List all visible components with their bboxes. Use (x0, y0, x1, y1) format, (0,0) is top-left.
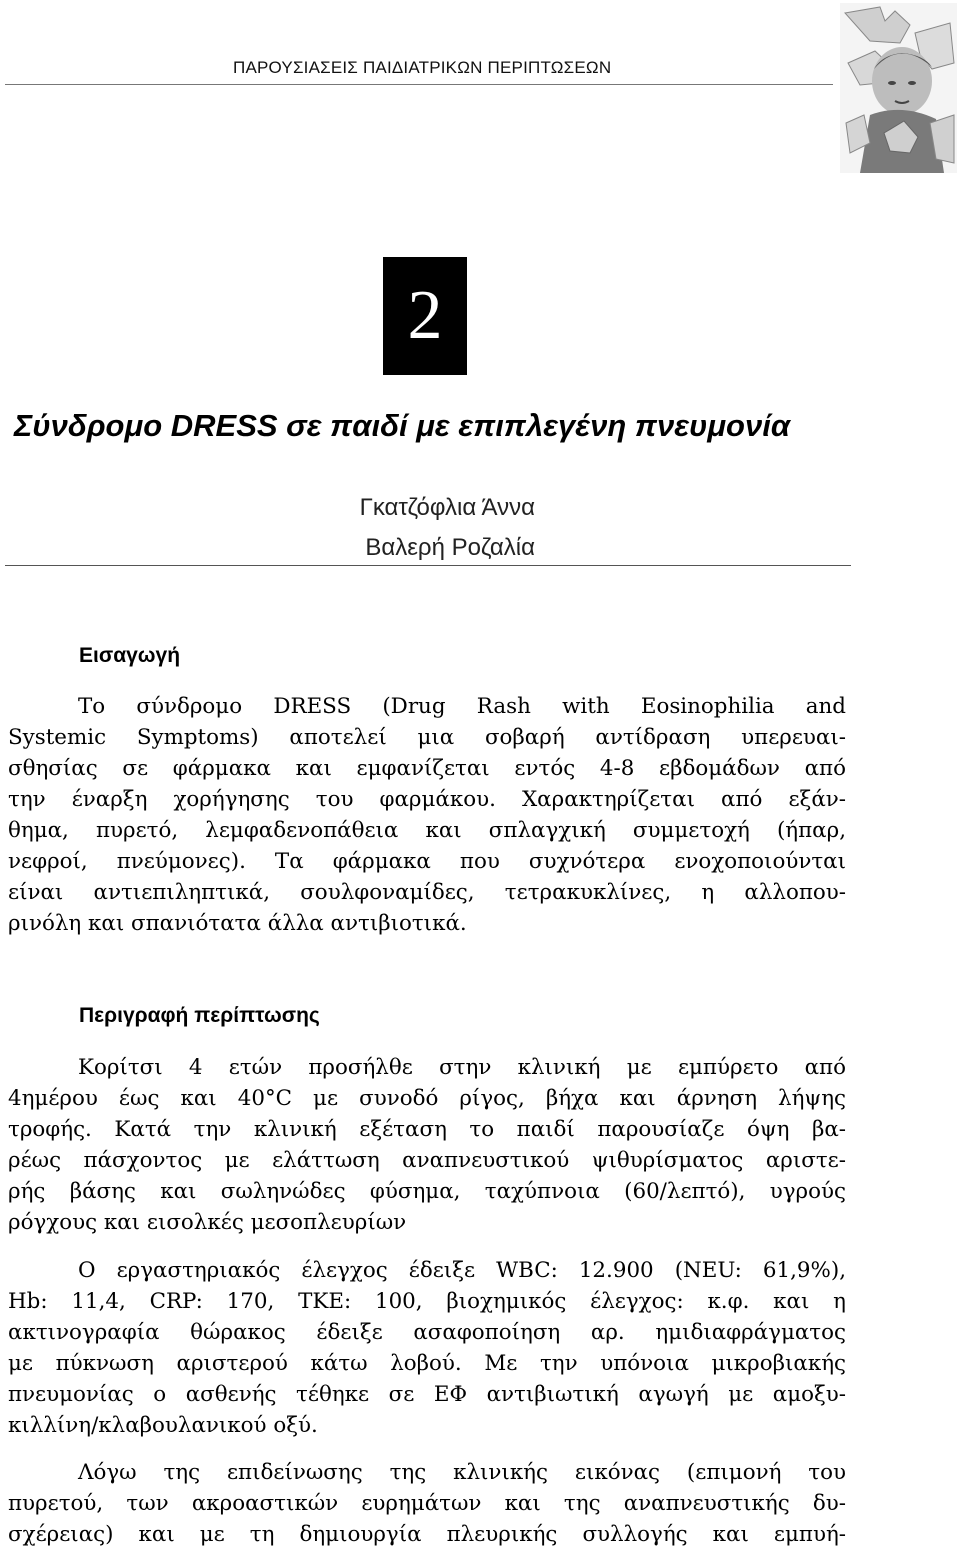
text-line: Κορίτσι 4 ετών προσήλθε στην κλινική με εμπύρετο από (78, 1055, 846, 1080)
author-name: Γκατζόφλια Άννα (359, 494, 535, 521)
text-line: ρόγχους και εισολκές μεσοπλευρίων (8, 1210, 407, 1235)
text-line: Λόγω της επιδείνωσης της κλινικής εικόνας (επιμονή του (78, 1460, 846, 1485)
article-title: Σύνδρομο DRESS σε παιδί με επιπλεγένη πνευμονία (14, 408, 791, 443)
section-heading-case: Περιγραφή περίπτωσης (79, 1004, 320, 1027)
text-line: Systemic Symptoms) αποτελεί μια σοβαρή αντίδραση υπερευαι- (8, 725, 846, 750)
text-line: ρινόλη και σπανιότατα άλλα αντιβιοτικά. (8, 911, 467, 936)
text-line: Hb: 11,4, CRP: 170, TKE: 100, βιοχημικός έλεγχος: κ.φ. και η (8, 1289, 846, 1314)
text-line: με πύκνωση αριστερού κάτω λοβού. Με την υπόνοια μικροβιακής (8, 1351, 846, 1376)
text-line: θημα, πυρετό, λεμφαδενοπάθεια και σπλαγχική συμμετοχή (ήπαρ, (8, 818, 846, 843)
text-line: είναι αντιεπιληπτικά, σουλφοναμίδες, τετρακυκλίνες, η αλλοπου- (8, 880, 846, 905)
text-line: πνευμονίας ο ασθενής τέθηκε σε ΕΦ αντιβιωτική αγωγή με αμοξυ- (8, 1382, 846, 1407)
text-line: Το σύνδρομο DRESS (Drug Rash with Eosinophilia and (78, 694, 846, 719)
text-line: κιλλίνη/κλαβουλανικού οξύ. (8, 1413, 318, 1438)
author-name: Βαλερή Ροζαλία (365, 534, 535, 561)
child-puzzle-photo-icon (840, 3, 957, 173)
text-line: σθησίας σε φάρμακα και εμφανίζεται εντός 4-8 εβδομάδων από (8, 756, 846, 781)
text-line: σχέρειας) και με τη δημιουργία πλευρικής συλλογής και εμπυή- (8, 1522, 846, 1547)
text-line: τροφής. Κατά την κλινική εξέταση το παιδί παρουσίαζε όψη βα- (8, 1117, 846, 1142)
text-line: 4ημέρου έως και 40°C με συνοδό ρίγος, βήχα και άρνηση λήψης (8, 1086, 846, 1111)
header-rule (5, 84, 833, 85)
intro-paragraph (8, 691, 846, 939)
text-line: πυρετού, των ακροαστικών ευρημάτων και της αναπνευστικής δυ- (8, 1491, 846, 1516)
running-header: ΠΑΡΟΥΣΙΑΣΕΙΣ ΠΑΙΔΙΑΤΡΙΚΩΝ ΠΕΡΙΠΤΩΣΕΩΝ (233, 58, 612, 77)
author-list (360, 488, 535, 568)
text-line: την έναρξη χορήγησης του φαρμάκου. Χαρακτηρίζεται από εξάν- (8, 787, 846, 812)
title-rule (5, 565, 851, 566)
text-line: Ο εργαστηριακός έλεγχος έδειξε WBC: 12.900 (NEU: 61,9%), (78, 1258, 846, 1283)
chapter-number-badge: 2 (383, 257, 467, 375)
case-paragraph-1 (8, 1052, 846, 1238)
text-line: ρής βάσης και σωληνώδες φύσημα, ταχύπνοια (60/λεπτό), υγρούς (8, 1179, 846, 1204)
text-line: νεφροί, πνεύμονες). Τα φάρμακα που συχνότερα ενοχοποιούνται (8, 849, 846, 874)
text-line: ρέως πάσχοντος με ελάττωση αναπνευστικού ψιθυρίσματος αριστε- (8, 1148, 846, 1173)
text-line: ακτινογραφία θώρακος έδειξε ασαφοποίηση αρ. ημιδιαφράγματος (8, 1320, 846, 1345)
case-paragraph-3 (8, 1457, 846, 1550)
section-heading-intro: Εισαγωγή (79, 644, 181, 667)
case-paragraph-2 (8, 1255, 846, 1441)
